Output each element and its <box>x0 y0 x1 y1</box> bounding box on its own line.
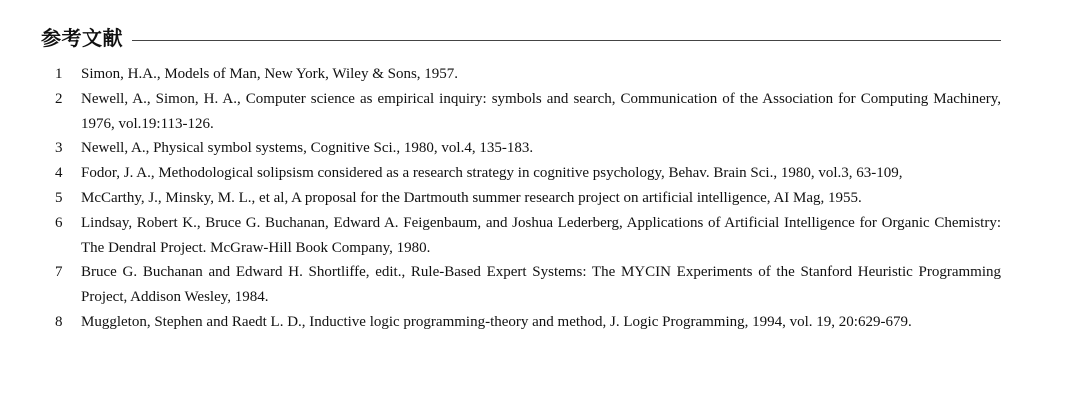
references-heading <box>41 24 1001 52</box>
reference-item <box>41 161 1001 186</box>
reference-item <box>41 87 1001 137</box>
reference-number: 4 <box>55 165 63 182</box>
reference-item <box>41 136 1001 161</box>
reference-number: 5 <box>55 189 63 206</box>
section-title: 参考文献 <box>41 26 123 50</box>
reference-list <box>41 62 1001 335</box>
reference-number: 1 <box>55 66 63 82</box>
reference-number: 8 <box>55 313 63 330</box>
reference-item <box>41 211 1001 261</box>
reference-text: McCarthy, J., Minsky, M. L., et al, A proposal for the Dartmouth summer research project on artificial intelligence, AI Mag, 1955. <box>81 189 862 206</box>
heading-rule <box>132 40 1001 41</box>
reference-text: Newell, A., Physical symbol systems, Cognitive Sci., 1980, vol.4, 135-183. <box>81 140 534 157</box>
reference-text: Lindsay, Robert K., Bruce G. Buchanan, Edward A. Feigenbaum, and Joshua Lederberg, Applications of Artificial Intelligence for Organic Chemistry: The Dendral Project. McGraw-Hill Book Company, 1980. <box>81 214 1001 256</box>
reference-text: Bruce G. Buchanan and Edward H. Shortliffe, edit., Rule-Based Expert Systems: The MYCIN Experiments of the Stanford Heuristic Programming Project, Addison Wesley, 1984. <box>81 264 1001 306</box>
reference-item <box>41 310 1001 335</box>
reference-item <box>41 260 1001 310</box>
reference-number: 7 <box>55 264 63 281</box>
reference-item <box>41 186 1001 211</box>
reference-number: 6 <box>55 214 63 231</box>
reference-item <box>41 62 1001 87</box>
reference-text: Simon, H.A., Models of Man, New York, Wiley & Sons, 1957. <box>81 66 459 82</box>
reference-number: 3 <box>55 140 63 157</box>
reference-text: Newell, A., Simon, H. A., Computer science as empirical inquiry: symbols and search, Communication of the Association for Computing Machinery, 1976, vol.19:113-126. <box>81 90 1001 132</box>
reference-number: 2 <box>55 90 63 107</box>
reference-text: Fodor, J. A., Methodological solipsism considered as a research strategy in cognitive psychology, Behav. Brain Sci., 1980, vol.3, 63-109, <box>81 165 903 182</box>
reference-text: Muggleton, Stephen and Raedt L. D., Inductive logic programming-theory and method, J. Logic Programming, 1994, vol. 19, 20:629-679. <box>81 313 912 330</box>
